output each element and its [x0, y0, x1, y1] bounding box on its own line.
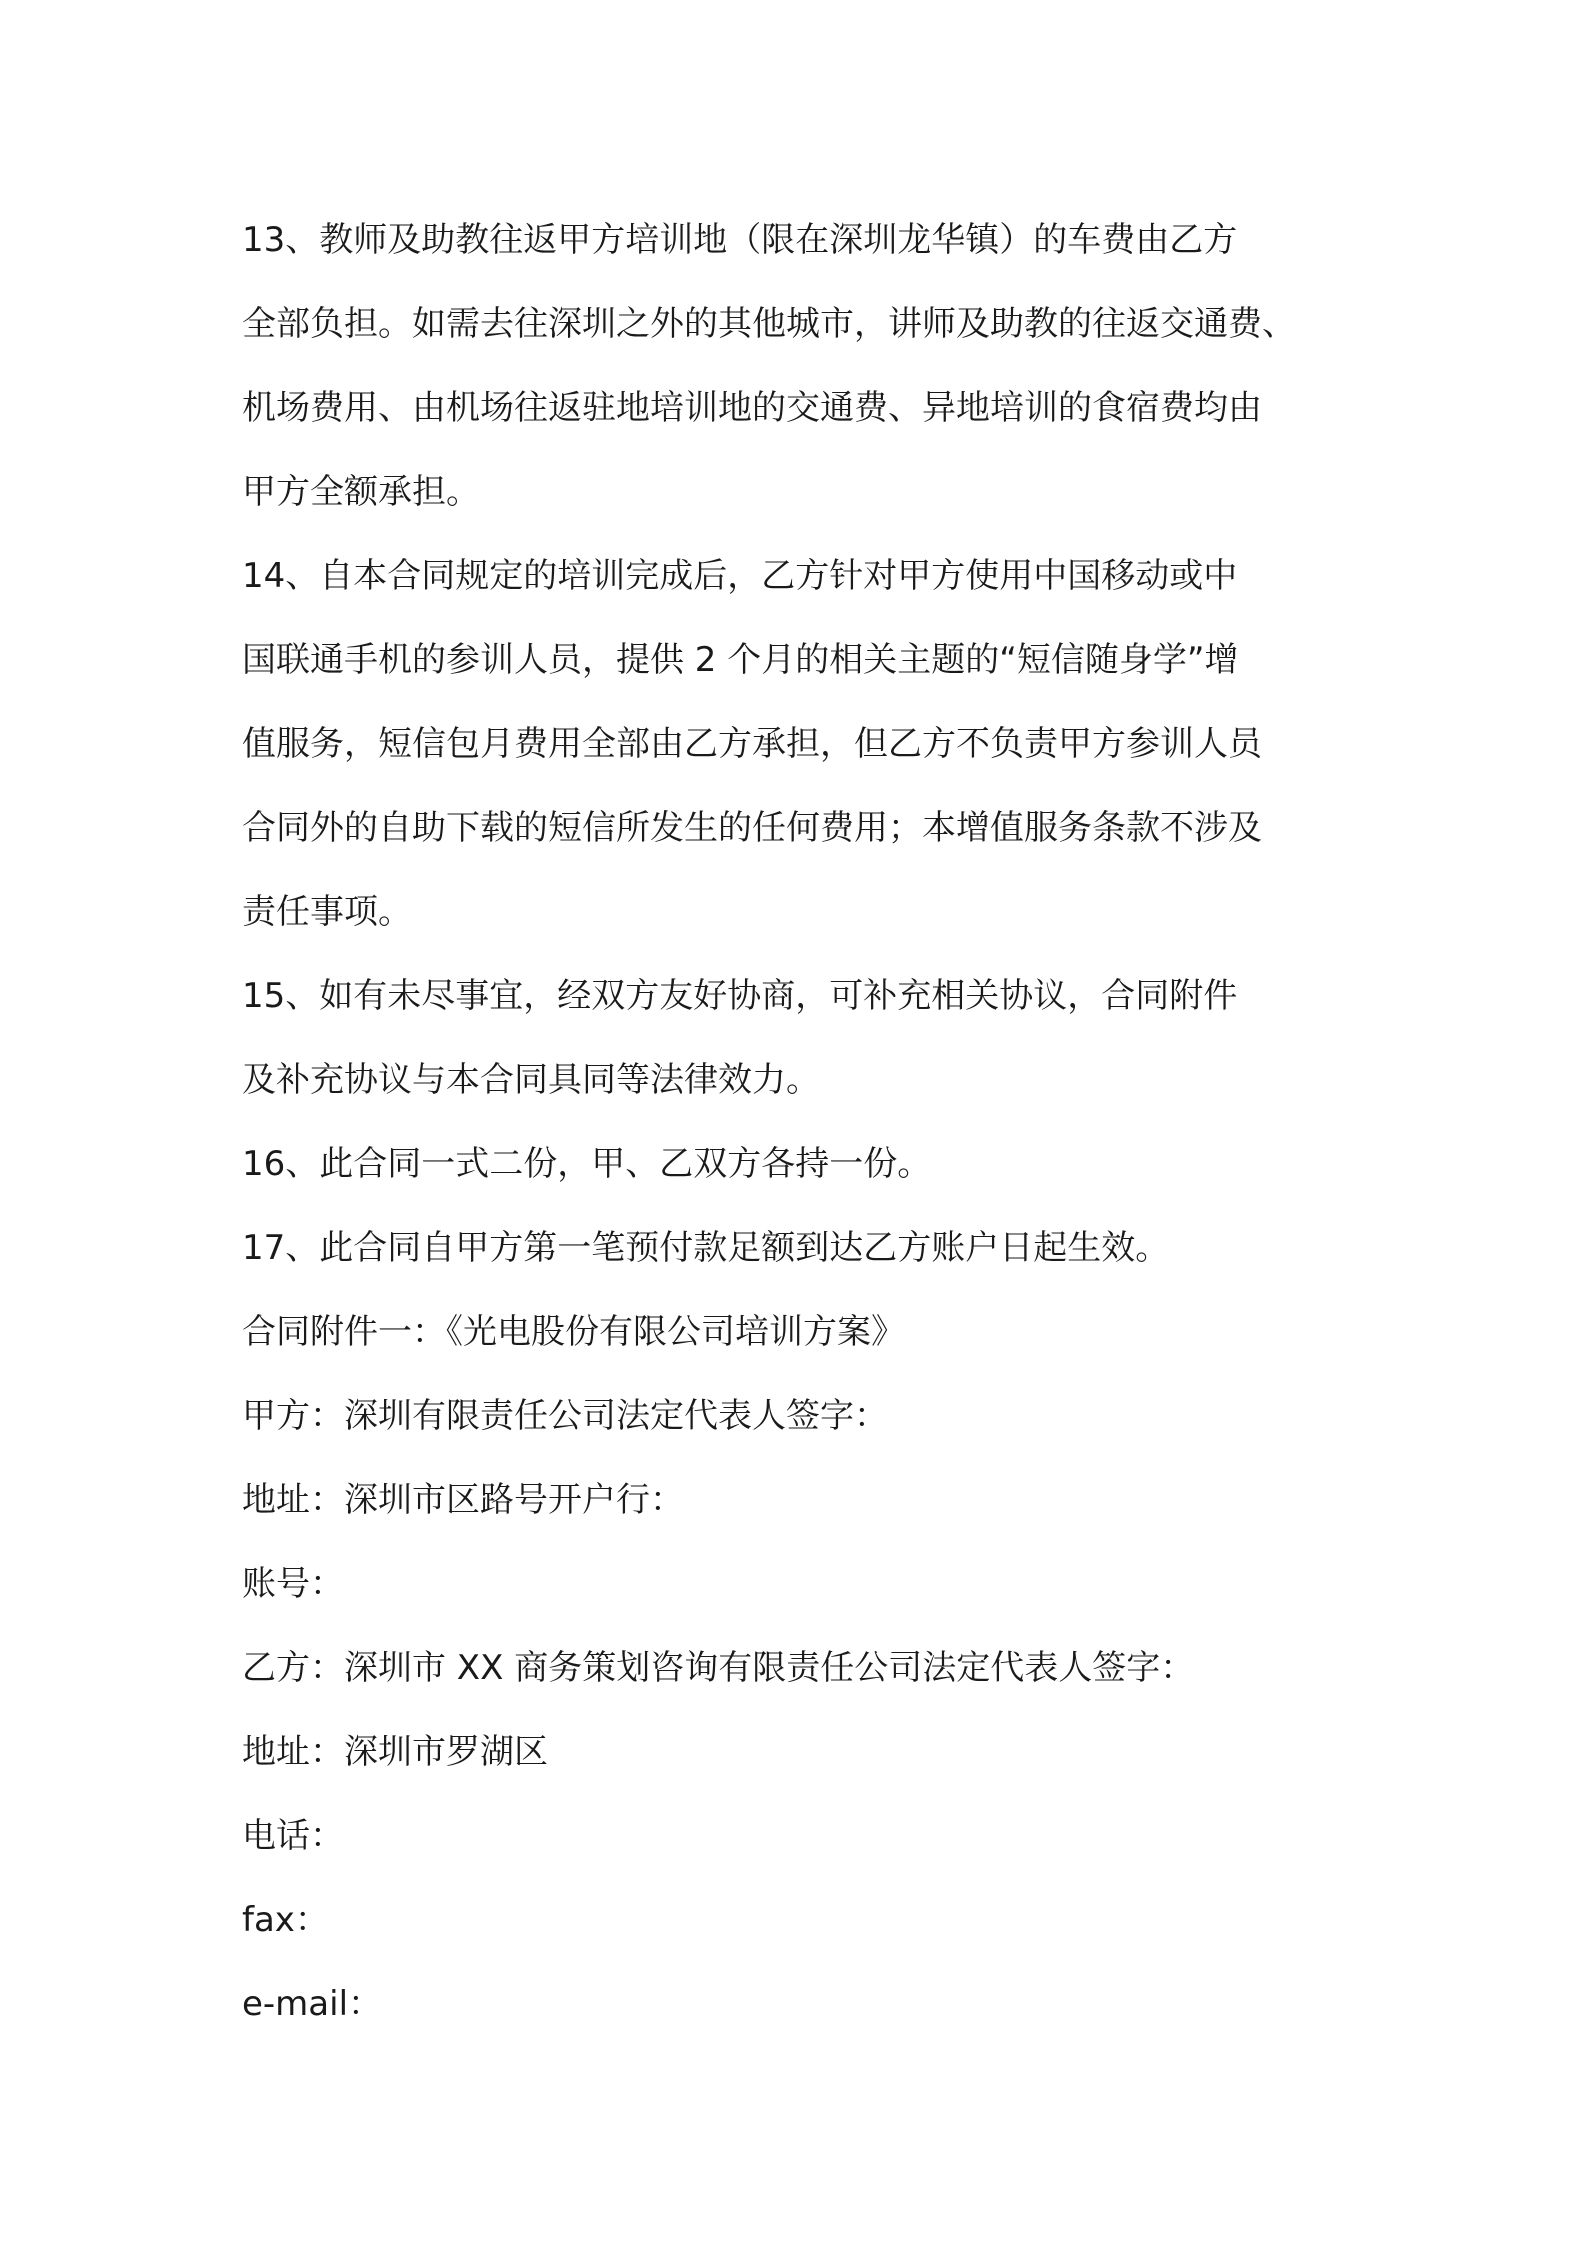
- clause-16-line-1: 16、此合同一式二份，甲、乙双方各持一份。: [242, 1144, 932, 1184]
- party-b-phone: 电话：: [242, 1816, 344, 1856]
- contract-page: [242, 198, 1362, 2046]
- attachment-line: 合同附件一：《光电股份有限公司培训方案》: [242, 1312, 905, 1352]
- clause-13-line-4: 甲方全额承担。: [242, 472, 480, 512]
- clause-14-line-2: 国联通手机的参训人员，提供 2 个月的相关主题的“短信随身学”增: [242, 640, 1239, 680]
- party-a-name: 甲方：深圳有限责任公司法定代表人签字：: [242, 1396, 888, 1436]
- clause-14-line-5: 责任事项。: [242, 892, 412, 932]
- party-a-block: [242, 1374, 1362, 1626]
- clause-17: [242, 1206, 1362, 1290]
- party-a-account: 账号：: [242, 1564, 344, 1604]
- clause-13-line-1: 13、教师及助教往返甲方培训地（限在深圳龙华镇）的车费由乙方: [242, 220, 1238, 260]
- clause-15-line-1: 15、如有未尽事宜，经双方友好协商，可补充相关协议，合同附件: [242, 976, 1238, 1016]
- clause-15-line-2: 及补充协议与本合同具同等法律效力。: [242, 1060, 820, 1100]
- clause-16: [242, 1122, 1362, 1206]
- party-a-address: 地址：深圳市区路号开户行：: [242, 1480, 684, 1520]
- clause-14: [242, 534, 1362, 954]
- party-b-name: 乙方：深圳市 XX 商务策划咨询有限责任公司法定代表人签字：: [242, 1648, 1195, 1688]
- party-b-address: 地址：深圳市罗湖区: [242, 1732, 548, 1772]
- clause-15: [242, 954, 1362, 1122]
- clause-14-line-4: 合同外的自助下载的短信所发生的任何费用；本增值服务条款不涉及: [242, 808, 1262, 848]
- clause-14-line-3: 值服务，短信包月费用全部由乙方承担，但乙方不负责甲方参训人员: [242, 724, 1262, 764]
- party-b-block: [242, 1626, 1362, 2046]
- party-b-email: e-mail：: [242, 1984, 383, 2024]
- party-b-fax: fax：: [242, 1900, 329, 1940]
- clause-13-line-3: 机场费用、由机场往返驻地培训地的交通费、异地培训的食宿费均由: [242, 388, 1262, 428]
- clause-17-line-1: 17、此合同自甲方第一笔预付款足额到达乙方账户日起生效。: [242, 1228, 1170, 1268]
- clause-13: [242, 198, 1362, 534]
- clause-13-line-2: 全部负担。如需去往深圳之外的其他城市，讲师及助教的往返交通费、: [242, 304, 1296, 344]
- clause-14-line-1: 14、自本合同规定的培训完成后，乙方针对甲方使用中国移动或中: [242, 556, 1238, 596]
